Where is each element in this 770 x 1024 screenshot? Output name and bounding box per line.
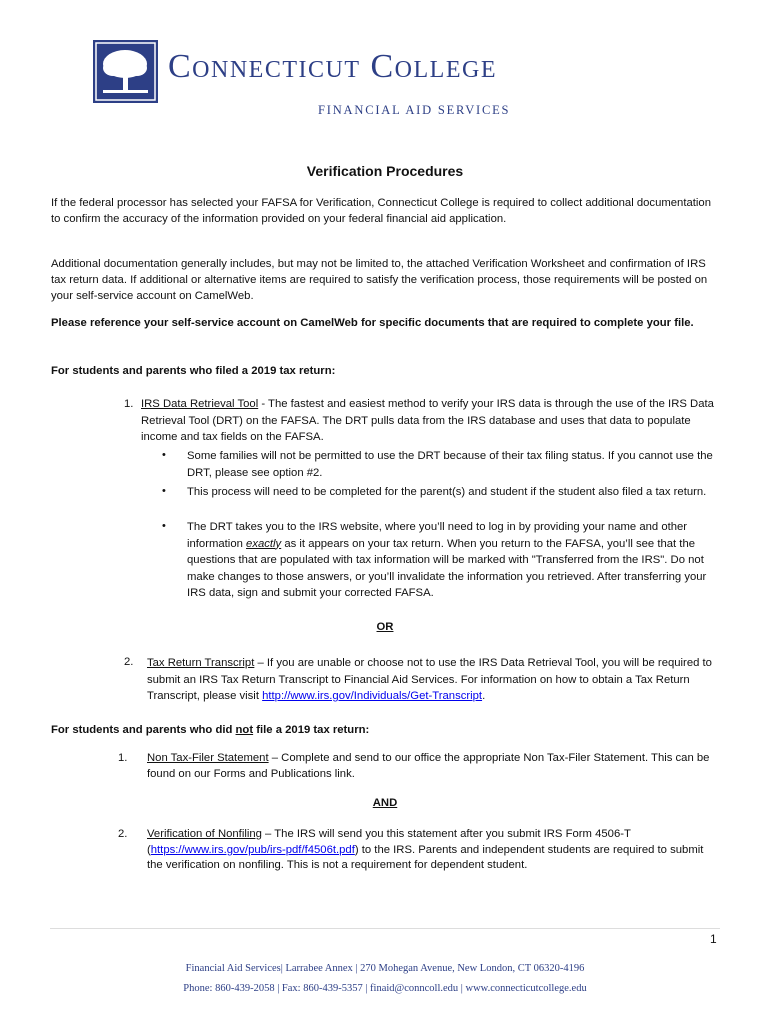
tree-icon xyxy=(93,40,158,103)
bullet-icon: • xyxy=(162,485,166,497)
transcript-text: – If you are unable or choose not to use the IRS Data Retrieval Tool, you will be required to submit an IRS Tax Return Transcript to Financial Aid Services. For information on how to obtain a Tax Return Transcript, please visit xyxy=(147,657,712,702)
list-number: 2. xyxy=(124,656,134,668)
page-number: 1 xyxy=(710,932,717,946)
nontaxfiler-text: – Complete and send to our office the appropriate Non Tax-Filer Statement. This can be found on our Forms and Publications link. xyxy=(147,752,710,780)
bullet-icon: • xyxy=(162,449,166,461)
notice-paragraph: Please reference your self-service account on CamelWeb for specific documents that are required to complete your file. xyxy=(51,317,694,329)
list-item-nontaxfiler xyxy=(147,751,719,782)
nontaxfiler-label: Non Tax-Filer Statement xyxy=(147,752,269,764)
bullet-icon: • xyxy=(162,520,166,532)
drt-text: - The fastest and easiest method to verify your IRS data is through the use of the IRS Data Retrieval Tool (DRT) on the FAFSA. The DRT pulls data from the IRS database and uses that data to populate income and tax fields on the FAFSA. xyxy=(141,398,714,443)
section-heading-filed: For students and parents who filed a 2019 tax return: xyxy=(51,365,336,377)
intro-paragraph-1: If the federal processor has selected your FAFSA for Verification, Connecticut College is required to collect additional documentation to confirm the accuracy of the information provided on your federal financial aid application. xyxy=(51,197,711,225)
bullet-item-1: Some families will not be permitted to use the DRT because of their tax filing status. If you cannot use the DRT, please see option #2. xyxy=(187,450,713,479)
college-name: Connecticut College xyxy=(168,48,497,85)
list-number: 1. xyxy=(118,752,128,764)
department-name: FINANCIAL AID SERVICES xyxy=(318,103,511,117)
section-heading-not-filed: For students and parents who did not file a 2019 tax return: xyxy=(51,724,370,736)
intro-paragraph-2: Additional documentation generally includes, but may not be limited to, the attached Verification Worksheet and confirmation of IRS tax return data. If additional or alternative items are required to satisfy the verification process, those requirements will be posted on your self-service account on CamelWeb. xyxy=(51,258,708,302)
footer-divider xyxy=(50,928,720,929)
drt-label: IRS Data Retrieval Tool xyxy=(141,398,259,410)
footer-contact: Phone: 860-439-2058 | Fax: 860-439-5357 | finaid@conncoll.edu | www.connecticutcollege.edu xyxy=(183,983,587,994)
transcript-label: Tax Return Transcript xyxy=(147,657,255,669)
bullet-item-2: This process will need to be completed for the parent(s) and student if the student also filed a tax return. xyxy=(187,486,707,498)
list-item-transcript: Tax Return Transcript – If you are unable or choose not to use the IRS Data Retrieval Tool, you will be required to submit an IRS Tax Return Transcript to Financial Aid Services. For information on how to obtain a Tax Return Transcript, please visit http://www.irs.gov/Individuals/Get-Transcript. xyxy=(147,657,712,702)
list-number: 1. xyxy=(124,398,134,410)
form-4506t-link[interactable]: https://www.irs.gov/pub/irs-pdf/f4506t.pdf xyxy=(150,843,355,856)
footer-address: Financial Aid Services| Larrabee Annex | 270 Mohegan Avenue, New London, CT 06320-4196 xyxy=(185,963,585,974)
bullet-3-emphasis: exactly xyxy=(246,537,282,550)
list-item-nonfiling: Verification of Nonfiling – The IRS will send you this statement after you submit IRS Form 4506-T (https://www.irs.gov/pub/irs-pdf/f4506t.pdf) to the IRS. Parents and independent students are required to submit the verification on nonfiling. This is not a requirement for dependent student. xyxy=(147,828,704,871)
list-number: 2. xyxy=(118,828,128,840)
bullet-3-text-b: as it appears on your tax return. When you return to the FAFSA, you’ll see that the questions that are populated with tax information will be marked with "Transferred from the IRS". Do not make changes to those answers, or you’ll invalidate the information you retrieved. After transferring your IRS data, sign and submit your corrected FAFSA. xyxy=(187,537,707,599)
and-separator: AND xyxy=(372,797,398,809)
bullet-item-3 xyxy=(187,519,722,602)
bullet-3-text-a: The DRT takes you to the IRS website, where you’ll need to log in by providing your name and other information xyxy=(187,521,688,550)
list-item-drt xyxy=(141,396,721,446)
page-title: Verification Procedures xyxy=(306,163,464,179)
transcript-link[interactable]: http://www.irs.gov/Individuals/Get-Transcript xyxy=(262,690,483,702)
nonfiling-label: Verification of Nonfiling xyxy=(147,828,262,840)
or-separator: OR xyxy=(376,621,394,633)
